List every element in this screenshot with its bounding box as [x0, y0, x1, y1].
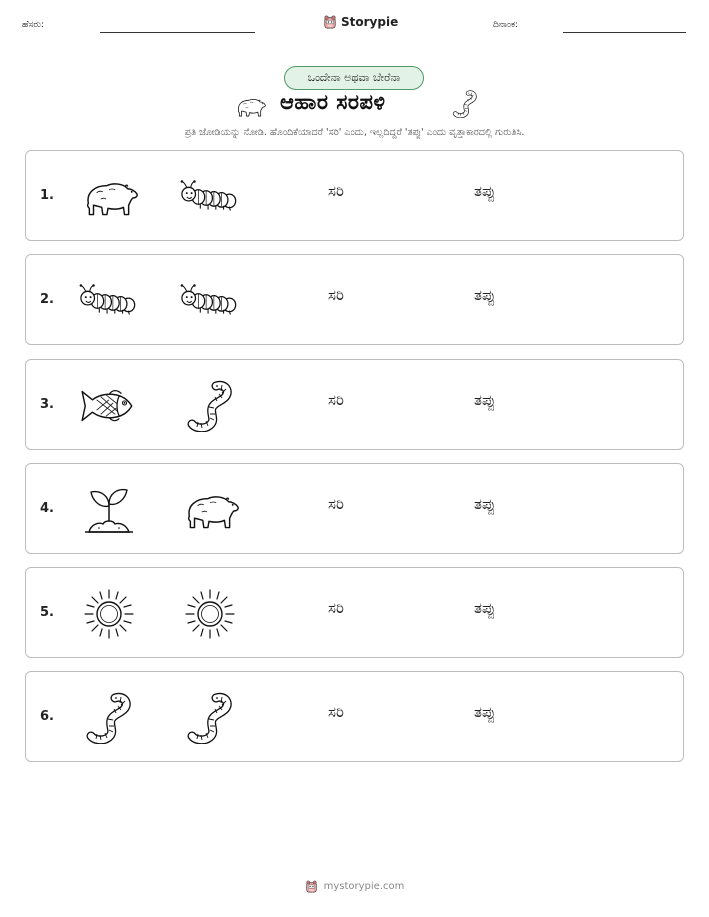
- name-line[interactable]: [100, 32, 255, 33]
- wrong-option[interactable]: ತಪ್ಪು: [474, 182, 496, 200]
- sun-icon: [78, 588, 140, 640]
- question-number: 5.: [40, 605, 54, 620]
- question-row: [25, 254, 684, 345]
- wrong-option[interactable]: ತಪ್ಪು: [474, 703, 496, 721]
- wrong-option[interactable]: ತಪ್ಪು: [474, 391, 496, 409]
- caterpillar-icon: [179, 171, 241, 223]
- name-label: ಹೆಸರು:: [22, 20, 45, 30]
- polar-bear-icon: [179, 484, 241, 536]
- correct-option[interactable]: ಸರಿ: [328, 703, 344, 721]
- brand-name: Storypie: [341, 15, 399, 29]
- correct-option[interactable]: ಸರಿ: [328, 286, 344, 304]
- correct-option[interactable]: ಸರಿ: [328, 495, 344, 513]
- wrong-option[interactable]: ತಪ್ಪು: [474, 495, 496, 513]
- correct-option[interactable]: ಸರಿ: [328, 182, 344, 200]
- fish-icon: [78, 380, 140, 432]
- correct-option[interactable]: ಸರಿ: [328, 391, 344, 409]
- question-row: [25, 359, 684, 450]
- caterpillar-icon: [78, 275, 140, 327]
- instructions: ಪ್ರತಿ ಜೋಡಿಯನ್ನು ನೋಡಿ. ಹೊಂದಿಕೆಯಾದರೆ 'ಸರಿ' ಎಂದು, ಇಲ್ಲದಿದ್ದರೆ 'ತಪ್ಪು' ಎಂದು ವೃತ್ತಾಕಾರದಲ್ಲಿ ಗುರುತಿಸಿ.: [184, 127, 525, 138]
- footer-site[interactable]: mystorypie.com: [323, 881, 405, 892]
- question-row: [25, 671, 684, 762]
- wrong-option[interactable]: ತಪ್ಪು: [474, 599, 496, 617]
- footer: [0, 879, 709, 894]
- question-number: 1.: [40, 188, 54, 203]
- correct-option[interactable]: ಸರಿ: [328, 599, 344, 617]
- wrong-option[interactable]: ತಪ್ಪು: [474, 286, 496, 304]
- sprout-icon: [78, 484, 140, 536]
- question-number: 3.: [40, 397, 54, 412]
- date-line[interactable]: [563, 32, 686, 33]
- worm-icon: [179, 380, 241, 432]
- page-title: ಆಹಾರ ಸರಪಳಿ: [280, 90, 386, 114]
- question-number: 4.: [40, 501, 54, 516]
- sun-icon: [179, 588, 241, 640]
- storypie-logo-icon: [305, 879, 318, 894]
- question-number: 6.: [40, 709, 54, 724]
- worksheet-tag: ಒಂದೇನಾ ಅಥವಾ ಬೇರೆನಾ: [284, 66, 424, 90]
- question-row: [25, 463, 684, 554]
- question-row: [25, 150, 684, 241]
- brand: [323, 14, 398, 30]
- date-label: ದಿನಾಂಕ:: [493, 20, 519, 30]
- question-row: [25, 567, 684, 658]
- worm-icon: [78, 692, 140, 744]
- caterpillar-icon: [179, 275, 241, 327]
- worm-icon: [452, 90, 478, 118]
- storypie-logo-icon: [323, 14, 337, 30]
- polar-bear-icon: [233, 93, 267, 120]
- worm-icon: [179, 692, 241, 744]
- polar-bear-icon: [78, 171, 140, 223]
- question-number: 2.: [40, 292, 54, 307]
